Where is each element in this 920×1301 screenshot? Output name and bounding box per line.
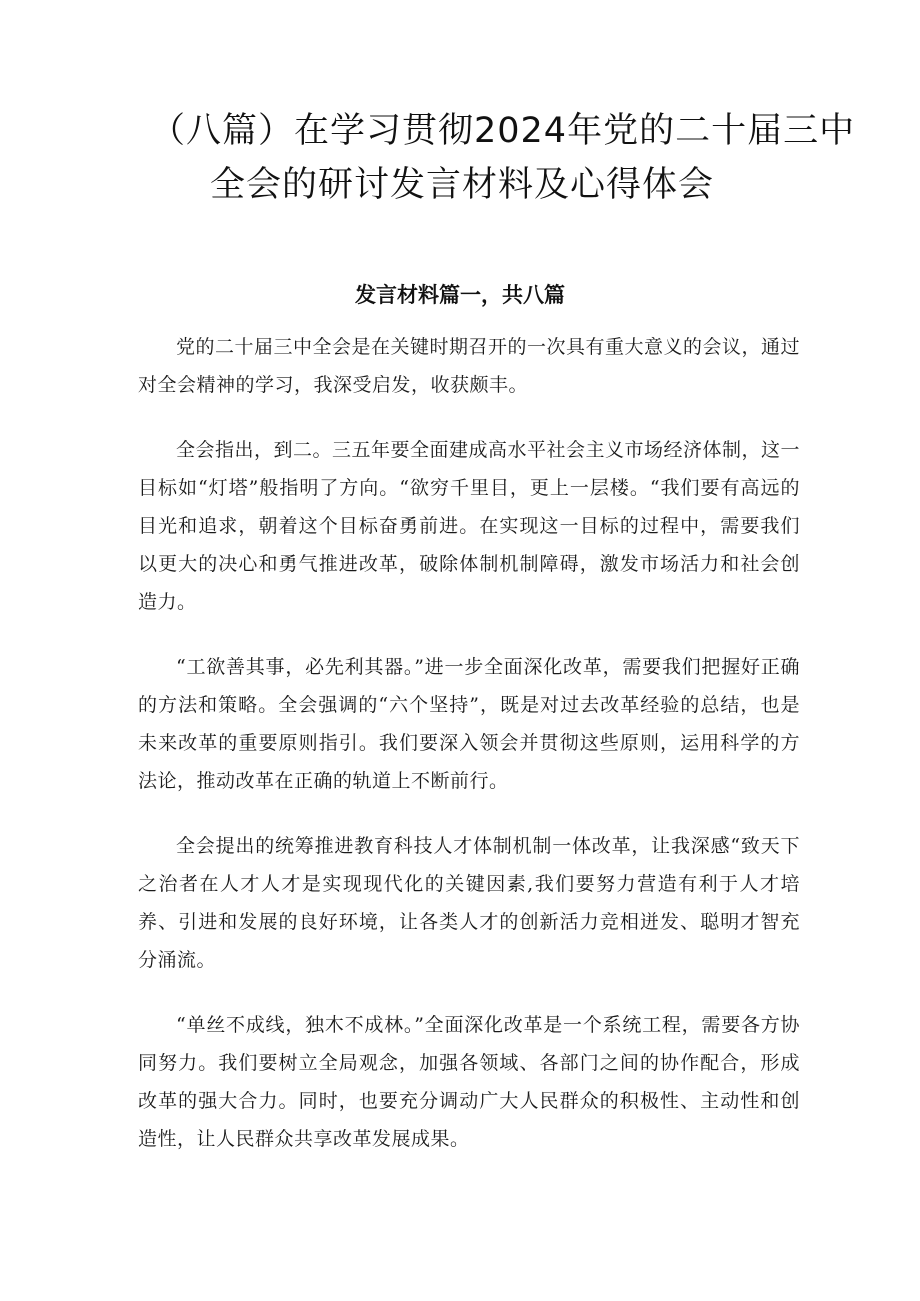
paragraph-2: 全会指出，到二。三五年要全面建成高水平社会主义市场经济体制，这一目标如“灯塔”般指明了方向。“欲穷千里目，更上一层楼。“我们要有高远的目光和追求，朝着这个目标奋勇前进。在实现这一目标的过程中，需要我们以更大的决心和勇气推进改革，破除体制机制障碍，激发市场活力和社会创造力。 [138,439,801,613]
paragraph-4: 全会提出的统筹推进教育科技人才体制机制一体改革，让我深感“致天下之治者在人才人才是实现现代化的关键因素,我们要努力营造有利于人才培养、引进和发展的良好环境，让各类人才的创新活力竞相迸发、聪明才智充分涌流。 [138,835,800,971]
document-title-line-2: 全会的研讨发言材料及心得体会 [210,165,715,205]
document-title-line-1: （八篇）在学习贯彻2024年党的二十届三中 [150,111,856,151]
document-title [150,104,856,212]
paragraph-1: 党的二十届三中全会是在关键时期召开的一次具有重大意义的会议，通过对全会精神的学习，我深受启发，收获颇丰。 [138,336,801,396]
paragraph-3: “工欲善其事，必先利其器。”进一步全面深化改革，需要我们把握好正确的方法和策略。全会强调的“六个坚持”，既是对过去改革经验的总结，也是未来改革的重要原则指引。我们要深入领会并贯彻这些原则，运用科学的方法论，推动改革在正确的轨道上不断前行。 [138,656,800,792]
section-heading: 发言材料篇一，共八篇 [355,283,565,307]
document-body [138,328,800,1185]
paragraph-5: “单丝不成线，独木不成林。”全面深化改革是一个系统工程，需要各方协同努力。我们要树立全局观念，加强各领域、各部门之间的协作配合，形成改革的强大合力。同时，也要充分调动广大人民群众的积极性、主动性和创造性，让人民群众共享改革发展成果。 [138,1014,800,1150]
